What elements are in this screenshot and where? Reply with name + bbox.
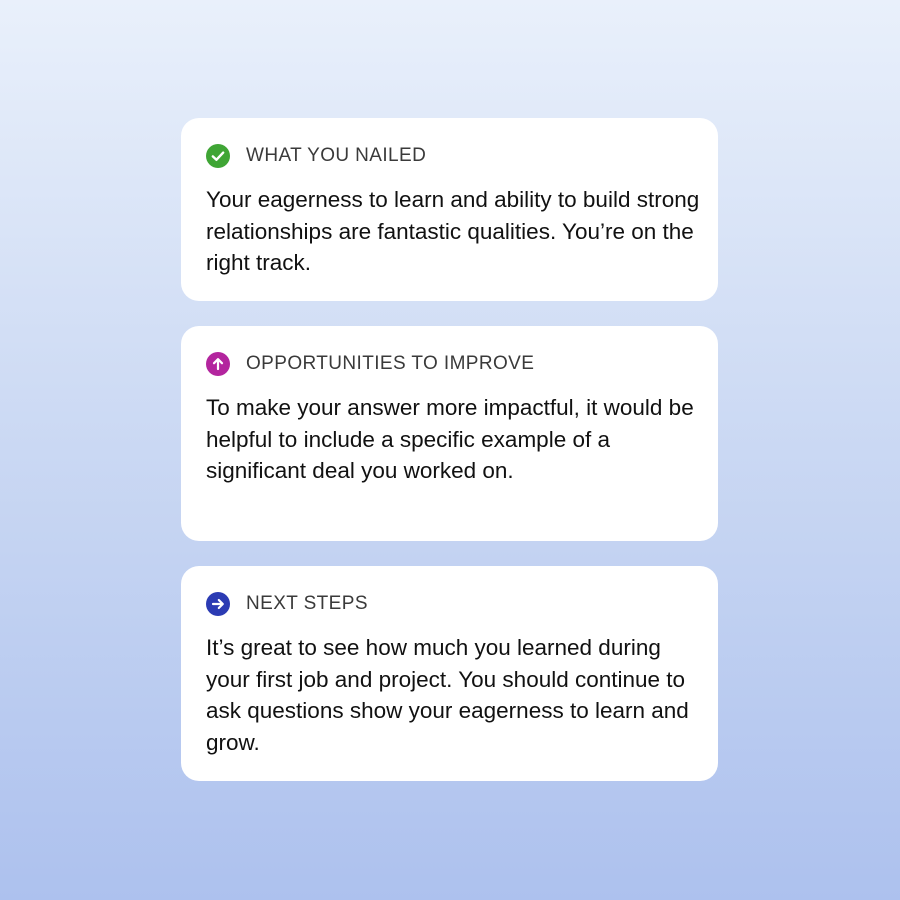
check-icon xyxy=(206,144,230,168)
card-body: It’s great to see how much you learned during your first job and project. You should continue to ask questions show your eagerness to learn and grow. xyxy=(206,635,689,755)
card-body: Your eagerness to learn and ability to build strong relationships are fantastic qualities. You’re on the right track. xyxy=(206,187,700,275)
card-header xyxy=(206,352,693,376)
card-body: To make your answer more impactful, it would be helpful to include a specific example of a significant deal you worked on. xyxy=(206,395,694,483)
card-header xyxy=(206,144,693,168)
feedback-card-opportunities-to-improve xyxy=(181,326,718,541)
card-header xyxy=(206,592,693,616)
feedback-card-what-you-nailed xyxy=(181,118,718,301)
feedback-card-next-steps xyxy=(181,566,718,781)
arrow-up-icon xyxy=(206,352,230,376)
card-heading: WHAT YOU NAILED xyxy=(246,145,427,166)
card-heading: OPPORTUNITIES TO IMPROVE xyxy=(246,353,535,374)
arrow-right-icon xyxy=(206,592,230,616)
card-heading: NEXT STEPS xyxy=(246,593,368,614)
